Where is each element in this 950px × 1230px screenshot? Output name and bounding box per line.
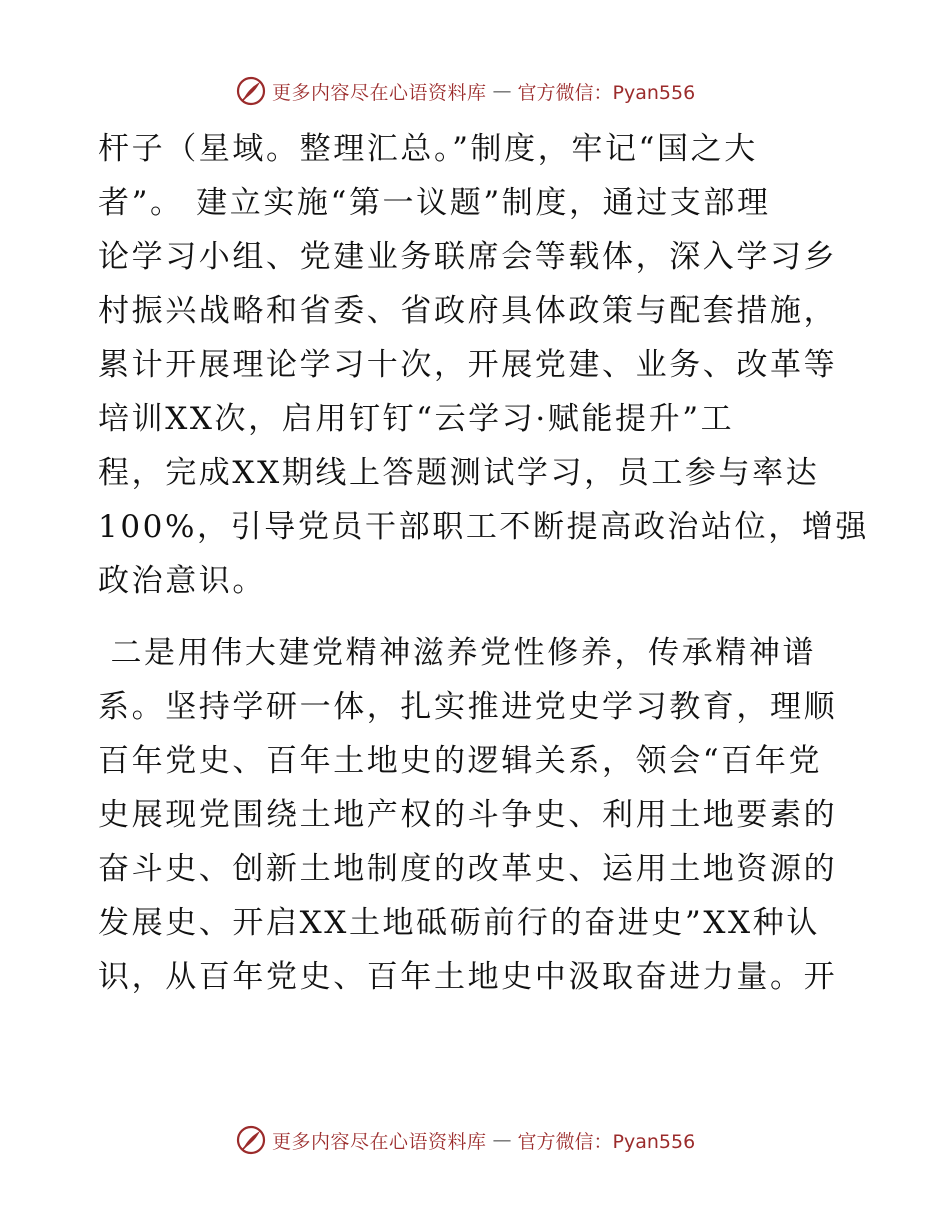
quill-pen-logo-icon — [236, 76, 266, 106]
text-line: 村振兴战略和省委、省政府具体政策与配套措施， — [98, 293, 838, 329]
watermark-contact: 官方微信：Pyan556 — [517, 81, 696, 104]
watermark-text: 更多内容尽在心语资料库 — [272, 81, 487, 104]
text-line: 100%，引导党员干部职工不断提高政治站位，增强 — [98, 509, 870, 545]
text-line: 政治意识。 — [98, 563, 266, 599]
text-line: 史展现党围绕土地产权的斗争史、利用土地要素的 — [98, 797, 838, 833]
text-line: 累计开展理论学习十次，开展党建、业务、改革等 — [98, 347, 838, 383]
text-line: 发展史、开启XX土地砥砺前行的奋进史”XX种认 — [98, 905, 820, 941]
paragraph-gap — [98, 608, 850, 626]
text-line: 杆子（星域。整理汇总。”制度，牢记“国之大 — [98, 131, 758, 167]
text-line: 百年党史、百年土地史的逻辑关系，领会“百年党 — [98, 743, 823, 779]
watermark-text: 更多内容尽在心语资料库 — [272, 1130, 487, 1153]
document-body — [98, 122, 870, 1004]
text-line: 识，从百年党史、百年土地史中汲取奋进力量。开 — [98, 959, 838, 995]
text-line: 程，完成XX期线上答题测试学习，员工参与率达 — [98, 455, 820, 491]
paragraph-1 — [98, 122, 870, 608]
header-watermark — [236, 74, 695, 108]
text-line: 奋斗史、创新土地制度的改革史、运用土地资源的 — [98, 851, 838, 887]
quill-pen-logo-icon — [236, 1125, 266, 1155]
watermark-dash: — — [492, 1129, 512, 1151]
text-line: 者”。 建立实施“第一议题”制度，通过支部理 — [98, 185, 771, 221]
text-line: 培训XX次，启用钉钉“云学习·赋能提升”工 — [98, 401, 735, 437]
watermark-contact: 官方微信：Pyan556 — [517, 1130, 696, 1153]
watermark-dash: — — [492, 80, 512, 102]
text-line: 系。坚持学研一体，扎实推进党史学习教育，理顺 — [98, 689, 838, 725]
footer-watermark — [236, 1123, 695, 1157]
text-line: 二是用伟大建党精神滋养党性修养，传承精神谱 — [98, 635, 817, 671]
paragraph-2 — [98, 626, 850, 1004]
text-line: 论学习小组、党建业务联席会等载体，深入学习乡 — [98, 239, 838, 275]
